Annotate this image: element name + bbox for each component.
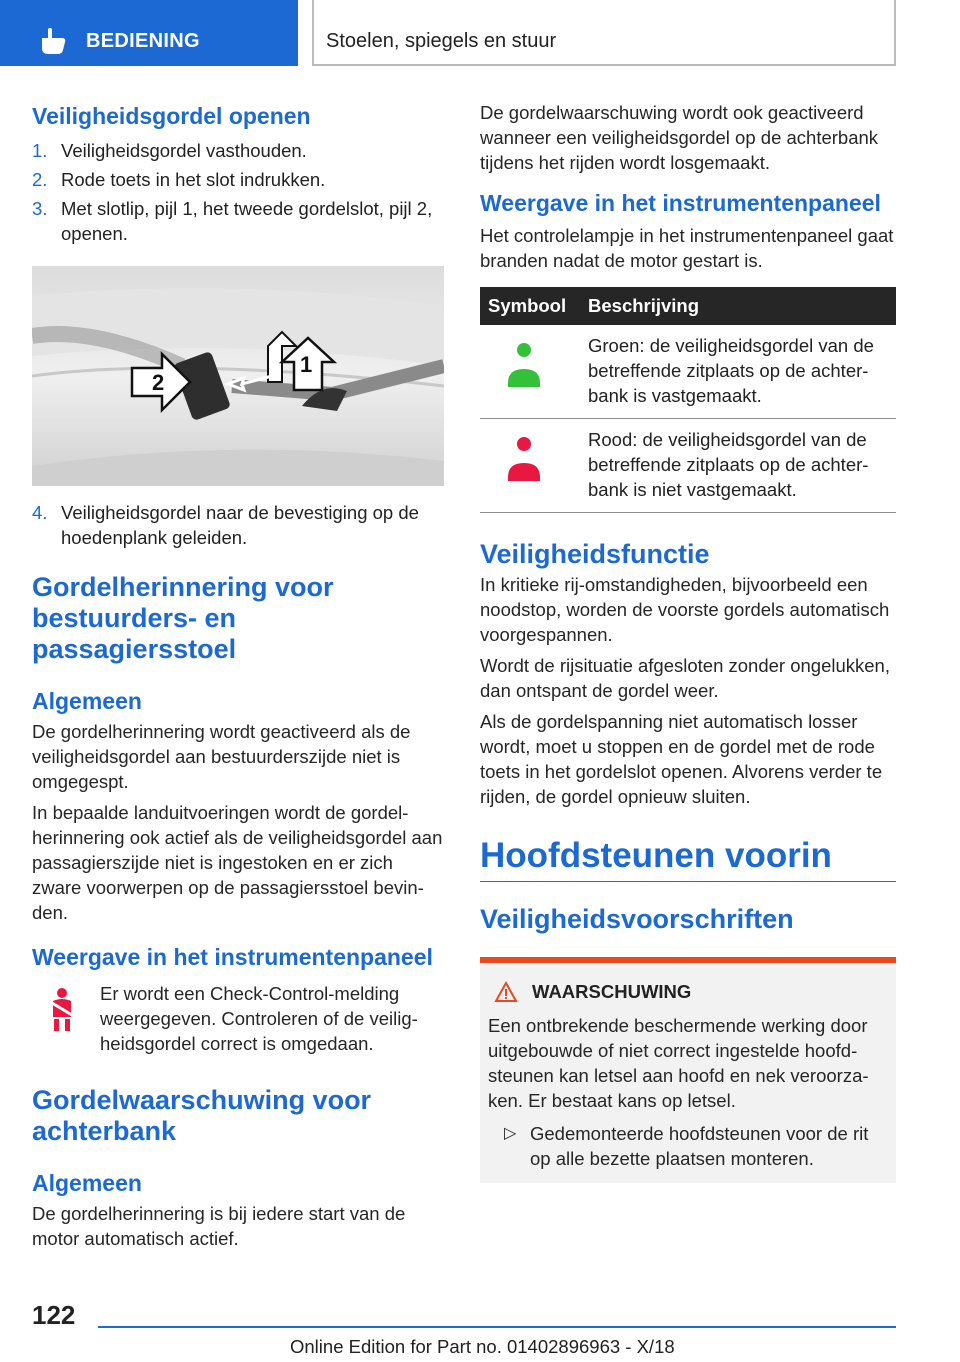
heading-display-right: Weergave in het instrumentenpaneel [480, 190, 881, 216]
table-header-symbol: Symbool [480, 287, 580, 325]
heading-general: Algemeen [32, 688, 142, 714]
heading-display: Weergave in het instrumentenpaneel [32, 944, 433, 970]
heading-safety-regulations: Veiligheidsvoorschriften [480, 904, 794, 934]
safety-paragraph-1: In kritieke rij-omstandigheden, bijvoorbeeld een noodstop, worden de voorste gordels automatisch voorgespannen. [480, 574, 890, 645]
heading-rear-general: Algemeen [32, 1170, 142, 1196]
rear-general-text: De gordelherinnering is bij iedere start van de motor automatisch actief. [32, 1203, 406, 1249]
safety-paragraph-2: Wordt de rijsituatie afgesloten zonder ongelukken, dan ontspant de gordel weer. [480, 655, 890, 701]
footer-edition: Online Edition for Part no. 01402896963 - X/18 [290, 1336, 675, 1357]
section-tab[interactable] [0, 0, 298, 66]
belt-fastened-icon [504, 341, 544, 401]
warning-title: WAARSCHUWING [532, 981, 692, 1002]
display-text-right: Het controlelampje in het instrumentenpaneel gaat branden nadat de motor gestart is. [480, 225, 894, 271]
list-item: 4. Veiligheidsgordel naar de bevestiging op de hoedenplank geleiden. [32, 502, 419, 548]
safety-paragraph-3: Als de gordelspanning niet automatisch losser wordt, moet u stoppen en de gordel met de rode toets in het gordelslot openen. Alvorens verder te rijden, de gordel opnieuw sluiten. [480, 711, 883, 807]
display-note [32, 981, 444, 1061]
bullet-marker: ▷ [504, 1125, 517, 1142]
belt-unfastened-icon [504, 435, 544, 495]
warning-text: Een ontbrekende beschermende werking door uitgebouwde of niet correct ingestelde hoofdsteunen kan letsel aan hoofd en nek veroorzaken. Er bestaat kans op letsel. [488, 1015, 869, 1111]
chapter-title: Stoelen, spiegels en stuur [326, 30, 557, 52]
footer-divider [98, 1326, 896, 1328]
general-paragraph-2: In bepaalde landuitvoeringen wordt de gordelherinnering ook actief als de veiligheidsgordel aan passagierszijde niet is ingestoken en er zich zware voorwerpen op de passagiersstoel bevinden. [32, 802, 443, 923]
table-header-row [480, 287, 896, 325]
table-header-description: Beschrijving [580, 287, 896, 325]
section-label: BEDIENING [86, 30, 200, 52]
heading-belt-reminder: Gordelherinnering voor bestuurders- en passagiersstoel [32, 572, 334, 664]
list-item: 1. Veiligheidsgordel vasthouden. [32, 140, 307, 161]
warning-triangle-icon [494, 981, 518, 1003]
list-item: 2. Rode toets in het slot indrukken. [32, 169, 326, 190]
steps-list-a [32, 138, 444, 246]
list-item: 3. Met slotlip, pijl 1, het tweede gordelslot, pijl 2, openen. [32, 198, 433, 244]
display-text: Er wordt een Check-Control-melding weergegeven. Controleren of de veiligheidsgordel correct is omgedaan. [100, 983, 418, 1054]
symbol-cell [480, 419, 580, 513]
heading-safety-function: Veiligheidsfunctie [480, 539, 710, 569]
table-row [480, 419, 896, 513]
warning-box [480, 957, 896, 1183]
warning-bullet-text: Gedemonteerde hoofdsteunen voor de rit op alle bezette plaatsen monteren. [530, 1123, 869, 1169]
hand-icon [38, 28, 68, 54]
rear-paragraph: De gordelwaarschuwing wordt ook geactiveerd wanneer een veiligheidsgordel op de achterbank tijdens het rijden wordt losgemaakt. [480, 102, 879, 173]
heading-headrests: Hoofdsteunen voorin [480, 835, 896, 882]
heading-rear-warning: Gordelwaarschuwing voor achterbank [32, 1085, 372, 1146]
arrow-1-label: 1 [300, 352, 313, 377]
seatbelt-warning-icon [48, 987, 76, 1033]
description-cell: Groen: de veiligheidsgordel van de betreffende zitplaats op de achterbank is vastgemaakt. [580, 325, 896, 419]
chapter-title-box [312, 0, 896, 66]
symbol-table [480, 287, 896, 513]
steps-list-b [32, 500, 444, 550]
arrow-2-label: 2 [152, 370, 165, 395]
page-number: 122 [32, 1300, 76, 1330]
heading-belt-open: Veiligheidsgordel openen [32, 103, 311, 129]
warning-bullet [488, 1121, 888, 1171]
seatbelt-photo [32, 266, 444, 486]
description-cell: Rood: de veiligheidsgordel van de betreffende zitplaats op de achterbank is niet vastgemaakt. [580, 419, 896, 513]
seatbelt-illustration [32, 266, 444, 486]
right-column [480, 100, 896, 1183]
symbol-cell [480, 325, 580, 419]
general-paragraph-1: De gordelherinnering wordt geactiveerd als de veiligheidsgordel aan bestuurderszijde niet is omgegespt. [32, 721, 411, 792]
warning-title-row [488, 981, 888, 1003]
table-row [480, 325, 896, 419]
left-column [32, 100, 444, 1251]
